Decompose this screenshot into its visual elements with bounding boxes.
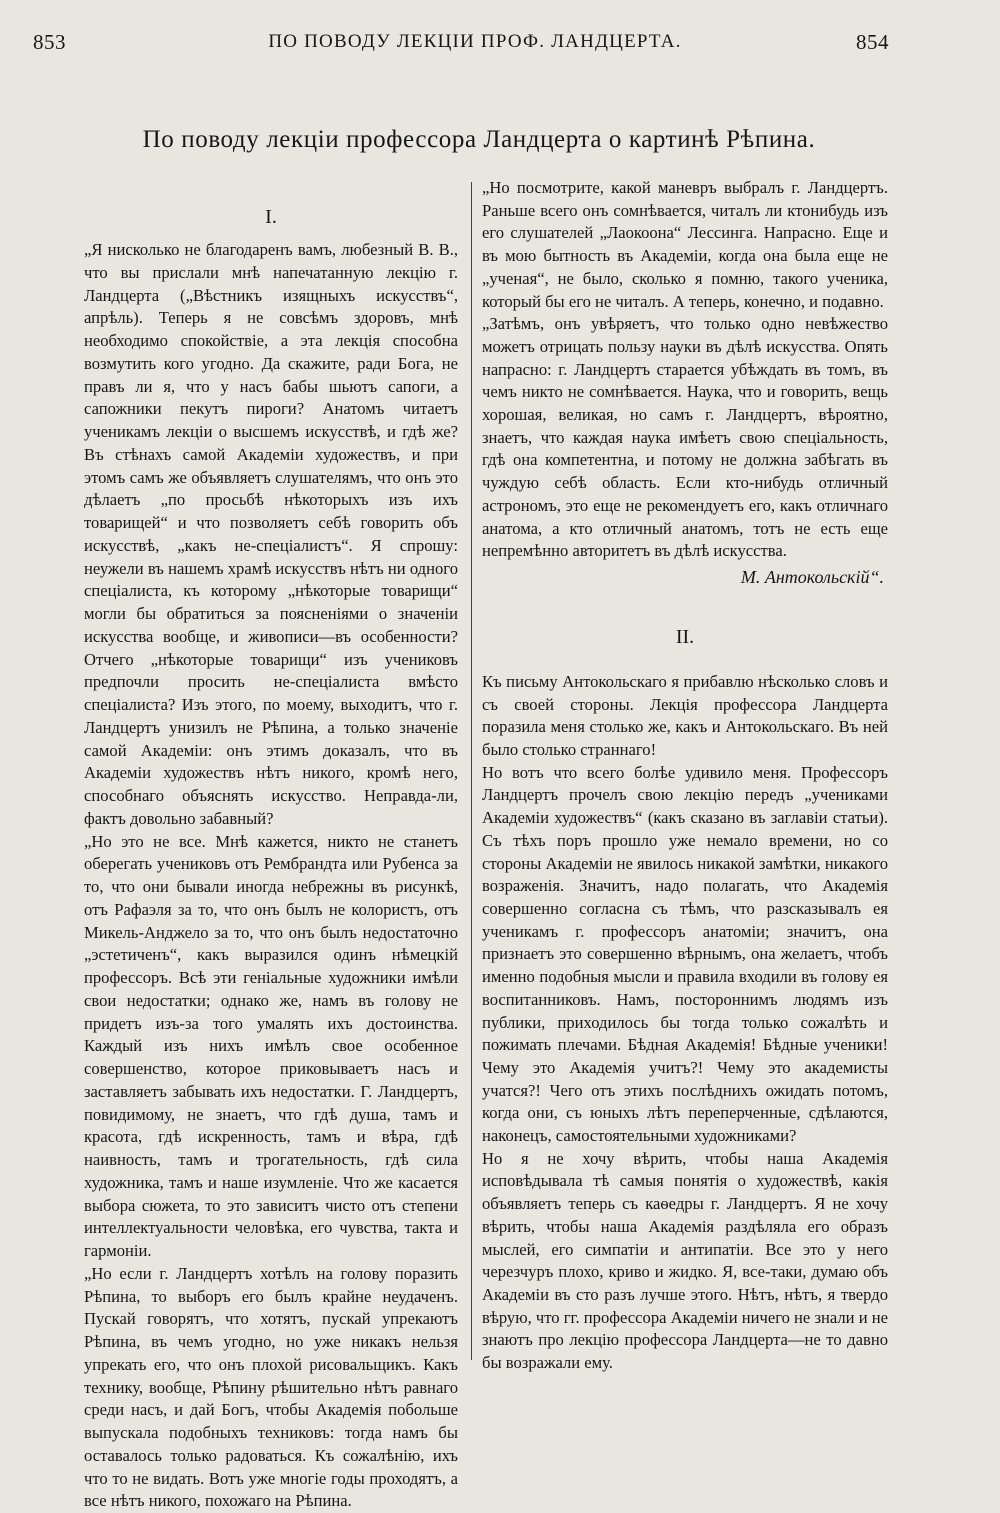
paragraph: „Но это не все. Мнѣ кажется, никто не станетъ оберегать учениковъ отъ Рембрандта или Рубенса за то, что они бывали иногда небрежны въ рисункѣ, отъ Рафаэля за то, что онъ былъ не колористъ, отъ Микель-Анджело за то, что онъ былъ недостаточно „эстетиченъ“, какъ выразился одинъ нѣмецкій профессоръ. Всѣ эти геніальные художники имѣли свои недостатки; однако же, намъ въ голову не придетъ изъ-за того умалять ихъ достоинства. Каждый изъ нихъ имѣлъ свое особенное совершенство, которое приковываетъ насъ и заставляетъ забывать ихъ недостатки. Г. Ландцертъ, повидимому, не знаетъ, что гдѣ душа, тамъ и красота, гдѣ искренность, тамъ и вѣра, гдѣ наивность, тамъ и трогательность, гдѣ сила художника, тамъ и наше изумленіе. Что же касается выбора сюжета, то это зависитъ чисто отъ степени интеллектуальности человѣка, его чувства, такта и гармоніи. [84,831,458,1260]
running-title: ПО ПОВОДУ ЛЕКЦІИ ПРОФ. ЛАНДЦЕРТА. [268,31,682,52]
section-numeral-1: I. [265,206,277,228]
column-divider [471,182,472,1360]
signature: М. Антокольскій“. [740,566,884,587]
article-title: По поводу лекціи профессора Ландцерта о картинѣ Рѣпина. [142,126,816,153]
paragraph: Но вотъ что всего болѣе удивило меня. Профессоръ Ландцертъ прочелъ свою лекцію передъ „учениками Академіи художествъ“ (какъ сказано въ заглавіи статьи). Съ тѣхъ поръ прошло уже немало времени, но со стороны Академіи не явилось никакой замѣтки, никакого возраженія. Значитъ, надо полагать, что Академія совершенно согласна съ тѣмъ, что разсказывалъ ея ученикамъ г. профессоръ анатоміи; значитъ, она признаетъ это совершенно вѣрнымъ, она желаетъ, чтобъ именно подобныя мысли и правила входили въ голову ея воспитанниковъ. Намъ, постороннимъ людямъ изъ публики, приходилось бы тогда только сожалѣть и пожимать плечами. Бѣдная Академія! Бѣдные ученики! Чему это Академія учитъ?! Чему это академисты учатся?! Чего отъ этихъ послѣднихъ ожидать потомъ, когда они, съ юныхъ лѣтъ переперченные, сдѣлаются, наконецъ, самостоятельными художниками? [482,762,888,1146]
left-column [84,195,458,1513]
section-numeral-2: II. [675,625,695,648]
page-number-right: 854 [856,30,889,54]
paragraph: Но я не хочу вѣрить, чтобы наша Академія исповѣдывала тѣ самыя понятія о художествѣ, какія объявляетъ теперь съ каѳедры г. Ландцертъ. Я не хочу вѣрить, чтобы наша Академія раздѣляла его образъ мыслей, его симпатіи и антипатіи. Все это у него черезчуръ плохо, криво и жидко. Я, все-таки, думаю объ Академіи въ сто разъ лучше этого. Нѣтъ, нѣтъ, я твердо вѣрую, что гг. профессора Академіи ничего не знали и не знаютъ про лекцію профессора Ландцерта—не то давно бы возражали ему. [482,1148,888,1373]
paragraph: „Но если г. Ландцертъ хотѣлъ на голову поразить Рѣпина, то выборъ его былъ крайне неудаченъ. Пускай говорятъ, что хотятъ, пускай упрекаютъ Рѣпина, въ чемъ угодно, но уже никакъ нельзя упрекать его, что онъ плохой рисовальщикъ. Какъ технику, вообще, Рѣпину рѣшительно нѣтъ равнаго среди насъ, и дай Богъ, чтобы Академія побольше выпускала подобныхъ техниковъ: тогда намъ бы оставалось только радоваться. Къ сожалѣнію, ихъ что то не видать. Вотъ уже многіе годы проходятъ, а все нѣтъ никого, похожаго на Рѣпина. [84,1263,458,1511]
paragraph: „Но посмотрите, какой маневръ выбралъ г. Ландцертъ. Раньше всего онъ сомнѣвается, читалъ ли ктонибудь изъ его слушателей „Лаокоона“ Лессинга. Напрасно. Еще и въ мою бытность въ Академіи, когда она была еще не „ученая“, не было, сколько я помню, такого ученика, который бы его не читалъ. А теперь, конечно, и подавно. [482,178,888,311]
paragraph: „Затѣмъ, онъ увѣряетъ, что только одно невѣжество можетъ отрицать пользу науки въ дѣлѣ искусства. Опять напрасно: г. Ландцертъ старается убѣждать въ томъ, въ чемъ никто не сомнѣвается. Наука, что и говорить, вещь хорошая, великая, но самъ г. Ландцертъ, вѣроятно, знаетъ, что каждая наука имѣетъ свою спеціальность, гдѣ она компетентна, и потому не должна забѣгать въ чуждую себѣ область. Если кто-нибудь отличный астрономъ, это еще не рекомендуетъ его, какъ отличнаго анатома, а кто отличный анатомъ, тотъ не есть еще непремѣнно авторитетъ въ дѣлѣ искусства. [482,314,888,561]
right-column [482,177,888,1375]
page-number-left: 853 [33,30,66,54]
paragraph: Къ письму Антокольскаго я прибавлю нѣсколько словъ и съ своей стороны. Лекція профессора Ландцерта поразила меня столько же, какъ и Антокольскаго. Въ ней было столько страннаго! [482,671,888,760]
paragraph: „Я нисколько не благодаренъ вамъ, любезный В. В., что вы прислали мнѣ напечатанную лекцію г. Ландцерта („Вѣстникъ изящныхъ искусствъ“, апрѣль). Теперь я не совсѣмъ здоровъ, мнѣ необходимо спокойствіе, а эта лекція способна возмутить кого угодно. Да скажите, ради Бога, не правъ ли я, что у насъ бабы шьютъ сапоги, а сапожники пекутъ пироги? Анатомъ читаетъ ученикамъ лекціи о высшемъ искусствѣ, и гдѣ же? Въ стѣнахъ самой Академіи художествъ, и при этомъ самъ же объявляетъ слушателямъ, что онъ это дѣлаетъ „по просьбѣ нѣкоторыхъ изъ ихъ товарищей“ и что позволяетъ себѣ говорить объ искусствѣ, „какъ не-спеціалистъ“. Я спрошу: неужели въ нашемъ храмѣ искусствъ нѣтъ ни одного спеціалиста, къ которому „нѣкоторые товарищи“ могли бы обратиться за поясненіями о значеніи искусства вообще, и живописи—въ особенности? Отчего „нѣкоторые товарищи“ изъ учениковъ предпочли просить не-спеціалиста вмѣсто спеціалиста? Изъ этого, по моему, выходитъ, что г. Ландцертъ унизилъ не Рѣпина, а только значеніе самой Академіи: онъ этимъ доказалъ, что въ Академіи художествъ нѣтъ никого, кромѣ него, способнаго объяснять искусство. Неправда-ли, фактъ довольно забавный? [84,240,458,828]
